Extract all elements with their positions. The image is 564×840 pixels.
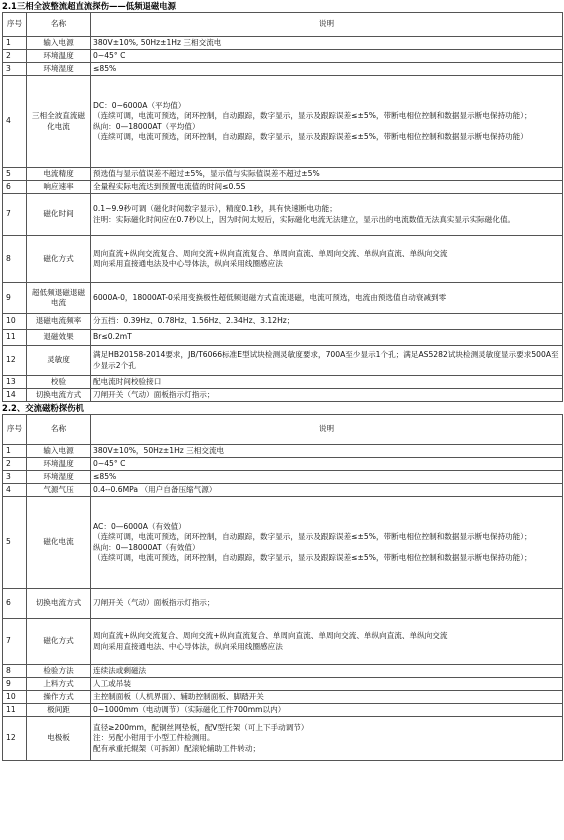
header-desc: 说明 [91,13,563,37]
section-title: 2.1三相全波整流超直流探伤——低频退磁电源 [2,1,176,11]
table-row: 11 极间距 0~1000mm（电动调节）（实际磁化工件700mm以内） [3,704,563,717]
header-no: 序号 [3,415,27,445]
header-desc: 说明 [91,415,563,445]
table-row: 5 磁化电流 AC：0—6000A（有效值） （连续可调，电流可预选，闭环控制，自动跟踪，数字显示，显示及跟踪误差≤±5%，带断电相位控制和数据显示断电保持功能）； 纵向：0—18000AT（有效值） （连续可调，电流可预选，闭环控制，自动跟踪，数字显示，显示及跟踪误差≤±5%，带断电相位控制和数据显示断电保持功能）； [3,497,563,589]
table-header-row [3,415,563,445]
header-name: 名称 [27,13,91,37]
table-row: 1 输入电源 380V±10%, 50Hz±1Hz 三相交流电 [3,37,563,50]
table-row: 12 电极板 直径≥200mm，配铜丝网垫板，配V型托架（可上下手动调节） 注：另配小钳用于小型工件检测用。 配有承重托辊架（可拆卸）配滚轮辅助工件转动； [3,717,563,761]
table-row: 8 磁化方式 周向直流+纵向交流复合、周向交流+纵向直流复合、单周向直流、单周向交流、单纵向直流、单纵向交流 周向采用直接通电法及中心导体法，纵向采用线圈感应法 [3,236,563,283]
table-row: 2 环境温度 0~45° C [3,50,563,63]
table-row: 9 超低频退磁退磁电流 6000A-0，18000AT-0采用变换极性超低频退磁方式直流退磁，电流可预选，电流由预选值自动衰减到零 [3,283,563,314]
section-title: 2.2、交流磁粉探伤机 [2,403,84,413]
table-row: 7 磁化时间 0.1~9.9秒可调（磁化时间数字显示），精度0.1秒，具有快速断电功能； 注明：实际磁化时间应在0.7秒以上，因为时间太短后，实际磁化电流无法建立，显示出的电流数值无法真实显示实际磁化值。 [3,194,563,236]
table-row: 10 退磁电流频率 分五挡：0.39Hz、0.78Hz、1.56Hz、2.34Hz、3.12Hz； [3,314,563,330]
table-row: 14 切换电流方式 刀闸开关（气动）面板指示灯指示； [3,389,563,402]
spec-table-ac [2,414,563,761]
table-row: 9 上料方式 人工或吊装 [3,678,563,691]
table-row: 4 气源气压 0.4--0.6MPa （用户自备压缩气源） [3,484,563,497]
table-header-row [3,13,563,37]
table-row: 10 操作方式 主控制面板（人机界面）、辅助控制面板、脚踏开关 [3,691,563,704]
table-row: 13 校验 配电流时间校验接口 [3,376,563,389]
table-row: 11 退磁效果 Br≤0.2mT [3,330,563,346]
table-row: 2 环境温度 0~45° C [3,458,563,471]
header-name: 名称 [27,415,91,445]
table-row: 6 响应速率 全量程实际电流达到预置电流值的时间≤0.5S [3,181,563,194]
table-row: 1 输入电源 380V±10%，50Hz±1Hz 三相交流电 [3,445,563,458]
table-row: 3 环境湿度 ≤85% [3,63,563,76]
table-row: 12 灵敏度 满足HB20158-2014要求，JB/T6066标准E型试块检测灵敏度要求，700A至少显示1个孔；满足AS5282试块检测灵敏度显示要求500A至少显示2个孔 [3,346,563,376]
table-row: 6 切换电流方式 刀闸开关（气动）面板指示灯指示； [3,589,563,619]
table-row: 7 磁化方式 周向直流+纵向交流复合、周向交流+纵向直流复合、单周向直流、单周向交流、单纵向直流、单纵向交流 周向采用直接通电法、中心导体法，纵向采用线圈感应法 [3,619,563,665]
table-row: 8 检验方法 连续法或剩磁法 [3,665,563,678]
header-no: 序号 [3,13,27,37]
table-row: 4 三相全波直流磁化电流 DC：0~6000A（平均值） （连续可调，电流可预选，闭环控制，自动跟踪，数字显示，显示及跟踪误差≤±5%，带断电相位控制和数据显示断电保持功能）； 纵向：0—18000AT（平均值） （连续可调，电流可预选，闭环控制，自动跟踪，数字显示，显示及跟踪误差≤±5%，带断电相位控制和数据显示断电保持功能） [3,76,563,168]
table-row: 3 环境湿度 ≤85% [3,471,563,484]
spec-table-dc [2,12,563,402]
table-row: 5 电流精度 预选值与显示值误差不超过±5%，显示值与实际值误差不超过±5% [3,168,563,181]
